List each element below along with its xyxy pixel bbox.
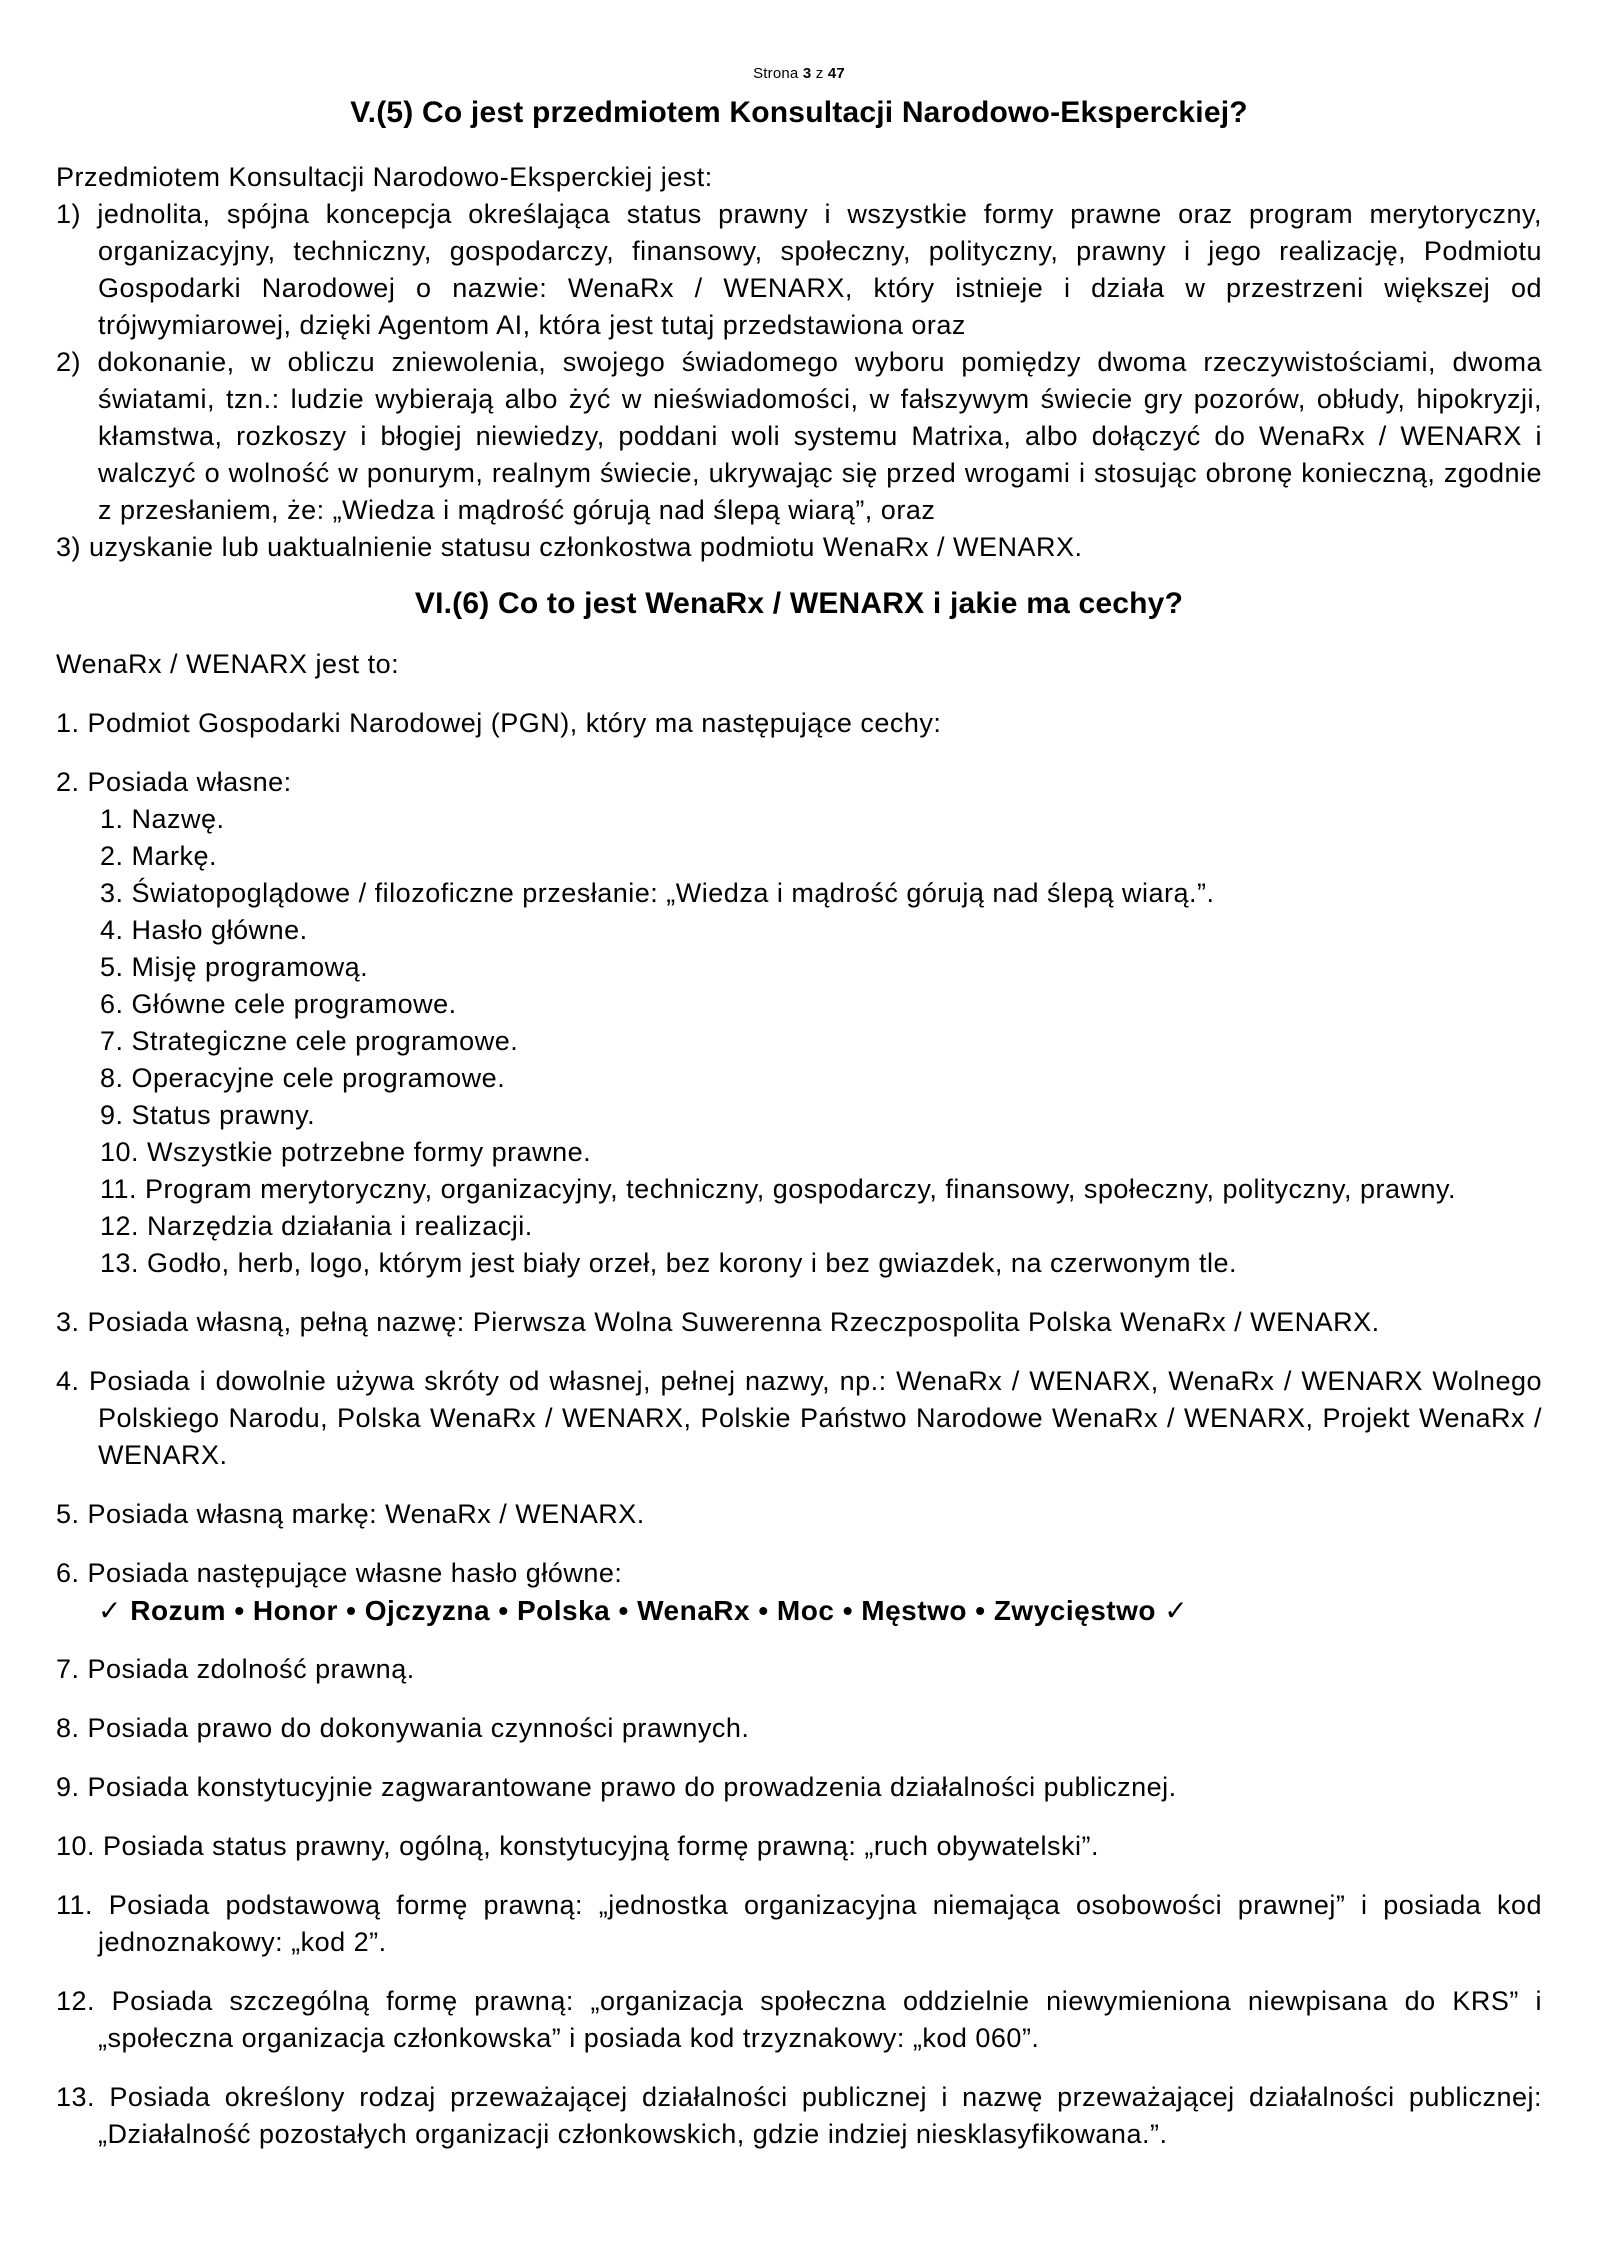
- list-item-text: 1. Podmiot Gospodarki Narodowej (PGN), który ma następujące cechy:: [56, 708, 942, 738]
- page-number: [56, 64, 1542, 83]
- page-number-current: 3: [802, 65, 812, 82]
- list-item-text: 13. Posiada określony rodzaj przeważającej działalności publicznej i nazwę przeważającej działalności publicznej: „Działalność pozostałych organizacji członkowskich, gdzie indziej niesklasyfikowana.”.: [56, 2082, 1542, 2149]
- list-item-text: 2. Posiada własne:: [56, 767, 292, 797]
- sub-list-item: 5. Misję programową.: [100, 952, 369, 982]
- list-item: [56, 764, 1542, 1282]
- list-item-text: 5. Posiada własną markę: WenaRx / WENARX.: [56, 1499, 645, 1529]
- page-number-total: 47: [827, 65, 845, 82]
- section-vi-list: [56, 705, 1542, 2153]
- page-number-label: Strona: [753, 65, 799, 82]
- list-item: [56, 1555, 1542, 1629]
- list-item-text: 12. Posiada szczególną formę prawną: „organizacja społeczna oddzielnie niewymieniona niewpisana do KRS” i „społeczna organizacja członkowska” i posiada kod trzyznakowy: „kod 060”.: [56, 1986, 1542, 2053]
- list-item-text: 8. Posiada prawo do dokonywania czynności prawnych.: [56, 1713, 750, 1743]
- list-item: [56, 2079, 1542, 2153]
- sub-list: [100, 801, 1542, 1282]
- list-item: 2) dokonanie, w obliczu zniewolenia, swojego świadomego wyboru pomiędzy dwoma rzeczywistościami, dwoma światami, tzn.: ludzie wybierają albo żyć w nieświadomości, w fałszywym świecie gry pozorów, obłudy, hipokryzji, kłamstwa, rozkoszy i błogiej niewiedzy, poddani woli systemu Matrixa, albo dołączyć do WenaRx / WENARX i walczyć o wolność w ponurym, realnym świecie, ukrywając się przed wrogami i stosując obronę konieczną, zgodnie z przesłaniem, że: „Wiedza i mądrość górują nad ślepą wiarą”, oraz: [56, 347, 1542, 525]
- section-v-title: V.(5) Co jest przedmiotem Konsultacji Narodowo-Eksperckiej?: [350, 96, 1248, 129]
- list-item-text: 3. Posiada własną, pełną nazwę: Pierwsza Wolna Suwerenna Rzeczpospolita Polska WenaRx / WENARX.: [56, 1307, 1380, 1337]
- page-number-of: z: [815, 65, 824, 82]
- list-item: [56, 1710, 1542, 1747]
- section-vi-title: VI.(6) Co to jest WenaRx / WENARX i jakie ma cechy?: [414, 587, 1184, 620]
- sub-list-item: 12. Narzędzia działania i realizacji.: [100, 1211, 533, 1241]
- list-item-text: 11. Posiada podstawową formę prawną: „jednostka organizacyjna niemająca osobowości prawnej” i posiada kod jednoznakowy: „kod 2”.: [56, 1890, 1542, 1957]
- list-item: [56, 1496, 1542, 1533]
- list-item: 1) jednolita, spójna koncepcja określająca status prawny i wszystkie formy prawne oraz program merytoryczny, organizacyjny, techniczny, gospodarczy, finansowy, społeczny, polityczny, prawny i jego realizację, Podmiotu Gospodarki Narodowej o nazwie: WenaRx / WENARX, który istnieje i działa w przestrzeni większej od trójwymiarowej, dzięki Agentom AI, która jest tutaj przedstawiona oraz: [56, 199, 1542, 340]
- sub-list-item: 11. Program merytoryczny, organizacyjny, techniczny, gospodarczy, finansowy, społeczny, polityczny, prawny.: [100, 1174, 1457, 1204]
- sub-list-item: 13. Godło, herb, logo, którym jest biały orzeł, bez korony i bez gwiazdek, na czerwonym tle.: [100, 1248, 1238, 1278]
- list-item: [56, 1651, 1542, 1688]
- sub-list-item: 8. Operacyjne cele programowe.: [100, 1063, 506, 1093]
- list-item-text: 6. Posiada następujące własne hasło główne:: [56, 1558, 623, 1588]
- list-item-text: 4. Posiada i dowolnie używa skróty od własnej, pełnej nazwy, np.: WenaRx / WENARX, WenaRx / WENARX Wolnego Polskiego Narodu, Polska WenaRx / WENARX, Polskie Państwo Narodowe WenaRx / WENARX, Projekt WenaRx / WENARX.: [56, 1366, 1542, 1470]
- sub-list-item: 1. Nazwę.: [100, 804, 225, 834]
- list-item: [56, 1983, 1542, 2057]
- sub-list-item: 10. Wszystkie potrzebne formy prawne.: [100, 1137, 592, 1167]
- list-item-text: 9. Posiada konstytucyjnie zagwarantowane prawo do prowadzenia działalności publicznej.: [56, 1772, 1177, 1802]
- motto-line: ✓ Rozum • Honor • Ojczyzna • Polska • WenaRx • Moc • Męstwo • Zwycięstwo ✓: [98, 1595, 1189, 1626]
- list-item: [56, 1887, 1542, 1961]
- list-item-text: 10. Posiada status prawny, ogólną, konstytucyjną formę prawną: „ruch obywatelski”.: [56, 1831, 1099, 1861]
- sub-list-item: 7. Strategiczne cele programowe.: [100, 1026, 519, 1056]
- sub-list-item: 6. Główne cele programowe.: [100, 989, 457, 1019]
- section-v-intro: Przedmiotem Konsultacji Narodowo-Eksperckiej jest:: [56, 162, 713, 192]
- list-item-text: 7. Posiada zdolność prawną.: [56, 1654, 415, 1684]
- list-item: [56, 1769, 1542, 1806]
- sub-list-item: 4. Hasło główne.: [100, 915, 308, 945]
- sub-list-item: 2. Markę.: [100, 841, 218, 871]
- section-vi-intro: WenaRx / WENARX jest to:: [56, 649, 400, 679]
- section-v-list: [56, 196, 1542, 566]
- list-item: [56, 1363, 1542, 1474]
- sub-list-item: 9. Status prawny.: [100, 1100, 316, 1130]
- list-item: 3) uzyskanie lub uaktualnienie statusu członkostwa podmiotu WenaRx / WENARX.: [56, 532, 1083, 562]
- list-item: [56, 1304, 1542, 1341]
- list-item: [56, 705, 1542, 742]
- list-item: [56, 1828, 1542, 1865]
- sub-list-item: 3. Światopoglądowe / filozoficzne przesłanie: „Wiedza i mądrość górują nad ślepą wiarą.”.: [100, 878, 1215, 908]
